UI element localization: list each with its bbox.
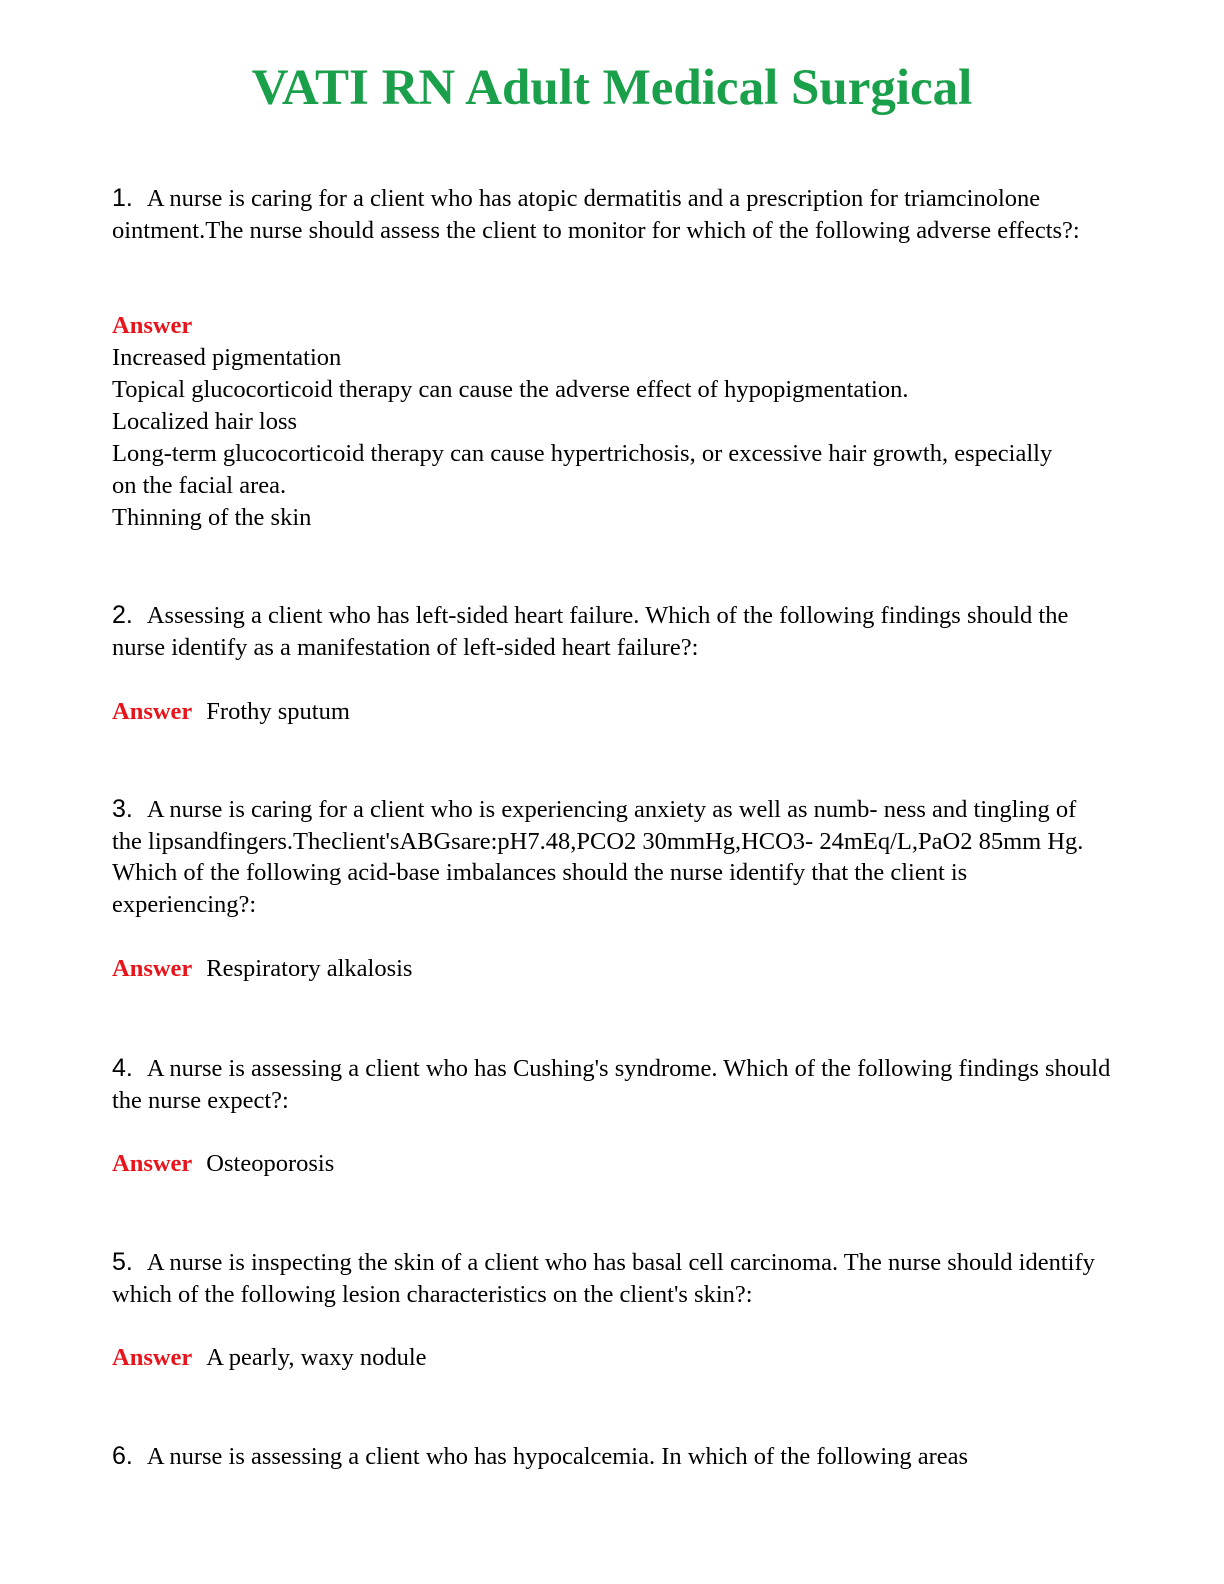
answer-label: Answer (112, 698, 193, 725)
answer-line: Increased pigmentation (112, 344, 342, 371)
question-number: 6. (112, 1442, 133, 1470)
answer-label: Answer (112, 955, 193, 982)
question-2 (112, 600, 1112, 663)
answer-line: Thinning of the skin (112, 504, 312, 531)
question-text: Assessing a client who has left-sided heart failure. Which of the following findings should the nurse identify as a manifestation of left-sided heart failure?: (112, 602, 1069, 661)
answer-label: Answer (112, 1344, 193, 1371)
question-text: A nurse is assessing a client who has hypocalcemia. In which of the following areas (146, 1443, 969, 1470)
answer-3 (112, 953, 1112, 985)
answer-line: Long-term glucocorticoid therapy can cause hypertrichosis, or excessive hair growth, especially on the facial area. (112, 440, 1053, 499)
question-text: A nurse is caring for a client who has atopic dermatitis and a prescription for triamcinolone ointment.The nurse should assess the client to monitor for which of the following adverse effects?: (112, 185, 1080, 244)
question-4 (112, 1053, 1112, 1116)
answer-text: Respiratory alkalosis (206, 955, 413, 982)
answer-line: Localized hair loss (112, 408, 298, 435)
question-3 (112, 794, 1112, 920)
answer-text: Osteoporosis (206, 1150, 335, 1177)
question-5 (112, 1247, 1112, 1310)
question-text: A nurse is caring for a client who is experiencing anxiety as well as numb- ness and tingling of the lipsandfingers.Theclient'sABGsare:pH7.48,PCO2 30mmHg,HCO3- 24mEq/L,PaO2 85mm Hg. Which of the following acid-base imbalances should the nurse identify that the client is experiencing?: (112, 796, 1084, 918)
question-number: 1. (112, 184, 133, 212)
answer-4 (112, 1148, 1112, 1180)
question-6 (112, 1441, 1112, 1473)
question-number: 5. (112, 1248, 133, 1276)
question-number: 3. (112, 795, 133, 823)
answer-1 (112, 310, 1112, 534)
answer-label: Answer (112, 312, 193, 339)
question-number: 2. (112, 601, 133, 629)
answer-text: Frothy sputum (206, 698, 350, 725)
question-text: A nurse is assessing a client who has Cushing's syndrome. Which of the following findings should the nurse expect?: (112, 1055, 1111, 1114)
answer-2 (112, 696, 1112, 728)
question-number: 4. (112, 1054, 133, 1082)
answer-line: Topical glucocorticoid therapy can cause the adverse effect of hypopigmentation. (112, 376, 909, 403)
question-text: A nurse is inspecting the skin of a client who has basal cell carcinoma. The nurse should identify which of the following lesion characteristics on the client's skin?: (112, 1249, 1095, 1308)
answer-text: A pearly, waxy nodule (206, 1344, 427, 1371)
answer-label: Answer (112, 1150, 193, 1177)
question-1 (112, 183, 1112, 246)
document-title: VATI RN Adult Medical Surgical (251, 60, 973, 116)
answer-5 (112, 1342, 1112, 1374)
